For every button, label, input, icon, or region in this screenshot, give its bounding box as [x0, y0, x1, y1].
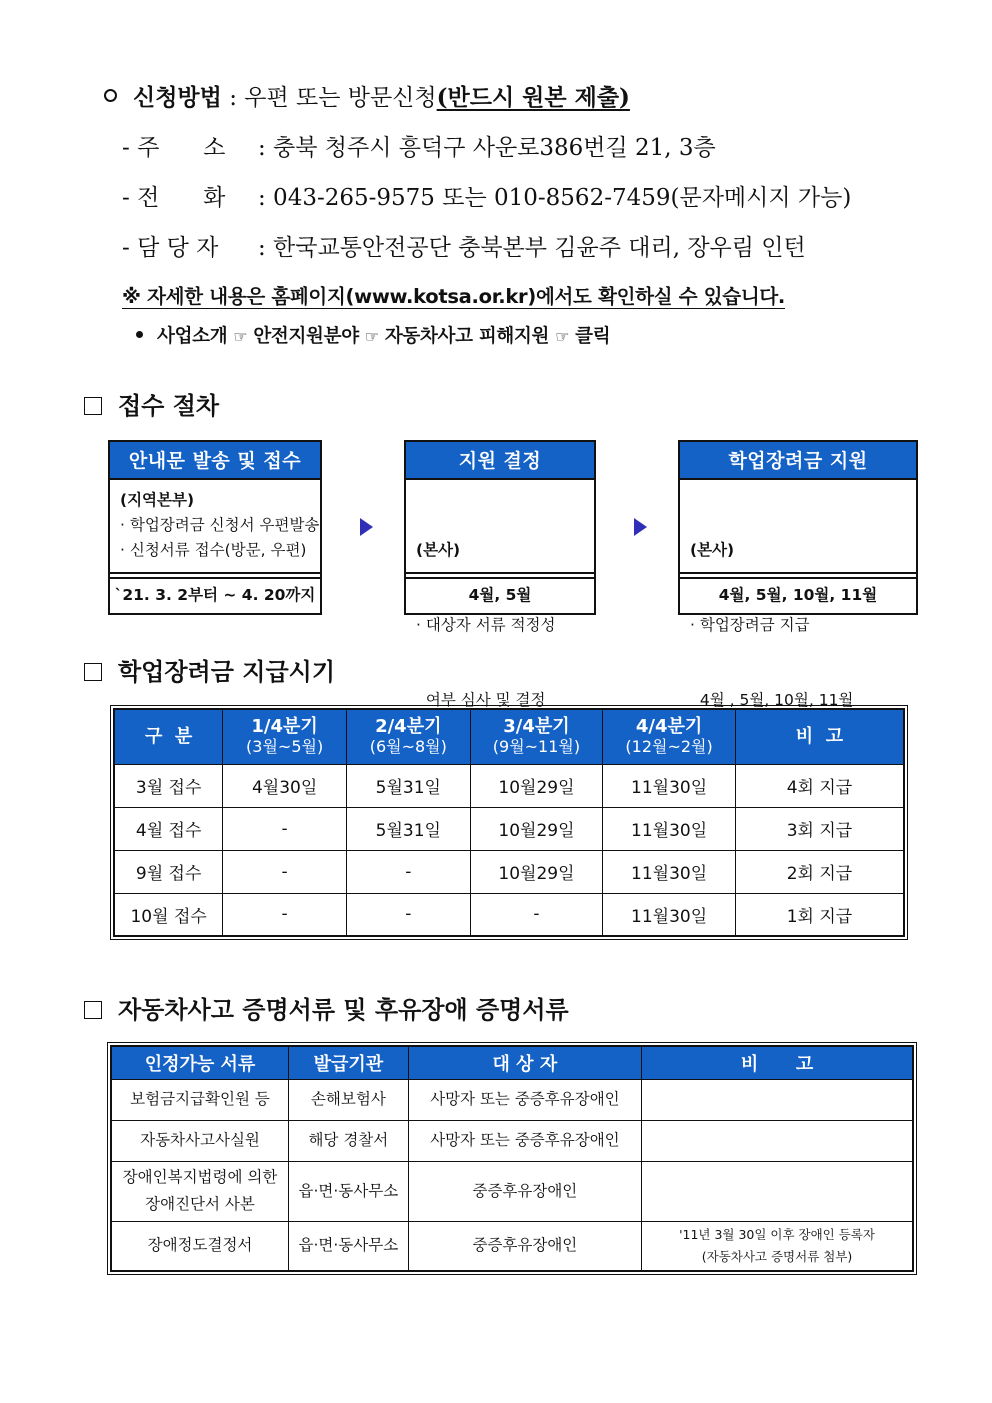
- table-header-cell: [603, 709, 736, 764]
- pointing-hand-icon: ☞: [364, 327, 379, 346]
- arrow-right-icon: [360, 518, 373, 536]
- table-cell: 11월30일: [603, 807, 736, 850]
- table-header-cell: [735, 709, 904, 764]
- pointing-hand-icon: ☞: [555, 327, 570, 346]
- process-step-body: [110, 480, 320, 574]
- process-step-period: 4월, 5월: [406, 577, 594, 613]
- address-line: [122, 129, 716, 162]
- header-main: 4/4분기: [635, 715, 703, 737]
- table-cell: 10월29일: [470, 807, 603, 850]
- process-step-org: (본사): [690, 541, 735, 559]
- table-cell: [642, 1120, 913, 1161]
- address-label: - 주 소: [122, 135, 226, 161]
- table-header-cell: [114, 709, 223, 764]
- apply-method-emphasis: (반드시 원본 제출): [436, 84, 630, 111]
- header-main: 3/4분기: [503, 715, 570, 737]
- table-cell: 4월 접수: [114, 807, 223, 850]
- header-sub: (12월~2월): [625, 736, 713, 756]
- path-item: 안전지원분야: [253, 326, 359, 347]
- table-cell: 10월29일: [470, 850, 603, 893]
- table-cell: [642, 1079, 913, 1120]
- arrow-right-icon: [634, 518, 647, 536]
- table-cell: 해당 경찰서: [289, 1120, 409, 1161]
- table-cell: 9월 접수: [114, 850, 223, 893]
- table-header-cell: [346, 709, 470, 764]
- apply-method-line: [104, 79, 630, 112]
- process-step: [108, 440, 322, 615]
- section-title-payment: [84, 652, 335, 687]
- table-header-row: [111, 1046, 913, 1079]
- header-main: 구 분: [144, 725, 193, 747]
- table-cell: -: [223, 893, 347, 936]
- process-step: [404, 440, 596, 709]
- path-item: 사업소개: [157, 326, 228, 347]
- apply-method-label: 신청방법: [133, 84, 222, 111]
- process-step-line: · 신청서류 접수(방문, 우편): [120, 541, 307, 559]
- table-cell: 4월30일: [223, 764, 347, 807]
- table-header-cell: 인정가능 서류: [111, 1046, 289, 1079]
- table-cell: [642, 1161, 913, 1221]
- menu-path: [136, 322, 610, 348]
- table-cell: 11월30일: [603, 850, 736, 893]
- process-step: [678, 440, 918, 709]
- table-cell: 보험금지급확인원 등: [111, 1079, 289, 1120]
- checkbox-square-icon: [84, 1001, 102, 1019]
- table-header-row: [114, 709, 904, 764]
- process-step-head: 학업장려금 지원: [680, 442, 916, 480]
- pointing-hand-icon: ☞: [233, 327, 248, 346]
- table-cell: 10월29일: [470, 764, 603, 807]
- table-cell: 5월31일: [346, 807, 470, 850]
- table-header-cell: [223, 709, 347, 764]
- table-cell: 4회 지급: [735, 764, 904, 807]
- path-item: 클릭: [575, 326, 611, 347]
- table-cell: 사망자 또는 중증후유장애인: [408, 1120, 641, 1161]
- table-row: [114, 807, 904, 850]
- table-row: [111, 1120, 913, 1161]
- process-step-line: · 대상자 서류 적정성: [416, 616, 556, 634]
- table-cell: 중증후유장애인: [408, 1161, 641, 1221]
- phone-line: [122, 179, 851, 212]
- table-cell: 2회 지급: [735, 850, 904, 893]
- table-cell: -: [223, 850, 347, 893]
- homepage-note: ※ 자세한 내용은 홈페이지(www.kotsa.or.kr)에서도 확인하실 수 있습니다.: [122, 285, 786, 308]
- table-cell: 장애정도결정서: [111, 1221, 289, 1271]
- table-cell: 중증후유장애인: [408, 1221, 641, 1271]
- section-title-text: 학업장려금 지급시기: [118, 658, 336, 686]
- process-step-line: · 학업장려금 신청서 우편발송: [120, 516, 320, 534]
- table-row: [114, 764, 904, 807]
- table-row: [114, 850, 904, 893]
- process-step-period: `21. 3. 2부터 ~ 4. 20까지: [110, 577, 320, 613]
- table-cell: -: [223, 807, 347, 850]
- table-cell: 읍·면·동사무소: [289, 1221, 409, 1271]
- process-step-line: 4월 , 5월, 10월, 11월: [690, 691, 854, 709]
- header-sub: (3월~5월): [246, 736, 324, 756]
- section-title-text: 접수 절차: [118, 392, 220, 420]
- process-step-org: (본사): [416, 541, 461, 559]
- table-row: [111, 1079, 913, 1120]
- process-step-org: (지역본부): [120, 491, 195, 509]
- table-cell: 3회 지급: [735, 807, 904, 850]
- path-item: 자동차사고 피해지원: [384, 326, 550, 347]
- contact-label: - 담 당 자: [122, 235, 219, 261]
- section-title-text: 자동차사고 증명서류 및 후유장애 증명서류: [118, 996, 569, 1024]
- table-cell: 1회 지급: [735, 893, 904, 936]
- circle-bullet-icon: [104, 89, 117, 102]
- process-step-body: [680, 480, 916, 709]
- checkbox-square-icon: [84, 397, 102, 415]
- process-step-period: 4월, 5월, 10월, 11월: [680, 577, 916, 613]
- table-row: [114, 893, 904, 936]
- table-cell: -: [470, 893, 603, 936]
- table-cell: 손해보험사: [289, 1079, 409, 1120]
- process-step-head: 안내문 발송 및 접수: [110, 442, 320, 480]
- apply-method-text: : 우편 또는 방문신청: [229, 85, 437, 111]
- table-cell: 11월30일: [603, 893, 736, 936]
- header-main: 1/4분기: [251, 715, 318, 737]
- table-cell: 장애인복지법령에 의한 장애진단서 사본: [111, 1161, 289, 1221]
- contact-text: : 한국교통안전공단 충북본부 김윤주 대리, 장우림 인턴: [258, 235, 806, 261]
- table-cell: -: [346, 893, 470, 936]
- process-step-line: · 학업장려금 지급: [690, 616, 810, 634]
- checkbox-square-icon: [84, 663, 102, 681]
- section-title-documents: [84, 990, 569, 1025]
- table-header-cell: 비 고: [642, 1046, 913, 1079]
- table-cell: 사망자 또는 중증후유장애인: [408, 1079, 641, 1120]
- address-text: : 충북 청주시 흥덕구 사운로386번길 21, 3층: [258, 135, 716, 161]
- header-main: 비 고: [795, 725, 844, 747]
- table-row: [111, 1161, 913, 1221]
- table-cell: 11월30일: [603, 764, 736, 807]
- header-sub: (6월~8월): [369, 736, 447, 756]
- table-cell: 10월 접수: [114, 893, 223, 936]
- table-cell: 자동차사고사실원: [111, 1120, 289, 1161]
- phone-label: - 전 화: [122, 185, 226, 211]
- table-cell: 읍·면·동사무소: [289, 1161, 409, 1221]
- table-cell: -: [346, 850, 470, 893]
- bullet-icon: [136, 331, 143, 338]
- table-header-cell: [470, 709, 603, 764]
- process-step-head: 지원 결정: [406, 442, 594, 480]
- table-header-cell: 발급기관: [289, 1046, 409, 1079]
- contact-line: [122, 229, 806, 262]
- documents-table: [110, 1045, 914, 1272]
- table-row: [111, 1221, 913, 1271]
- header-main: 2/4분기: [375, 715, 442, 737]
- process-step-line: 여부 심사 및 결정: [416, 691, 546, 709]
- table-header-cell: 대 상 자: [408, 1046, 641, 1079]
- header-sub: (9월~11월): [492, 736, 581, 756]
- payment-schedule-table: [113, 708, 905, 937]
- section-title-process: [84, 386, 219, 421]
- table-cell: 3월 접수: [114, 764, 223, 807]
- table-cell: '11년 3월 30일 이후 장애인 등록자 (자동차사고 증명서류 첨부): [642, 1221, 913, 1271]
- phone-text: : 043-265-9575 또는 010-8562-7459(문자메시지 가능): [258, 185, 852, 211]
- table-cell: 5월31일: [346, 764, 470, 807]
